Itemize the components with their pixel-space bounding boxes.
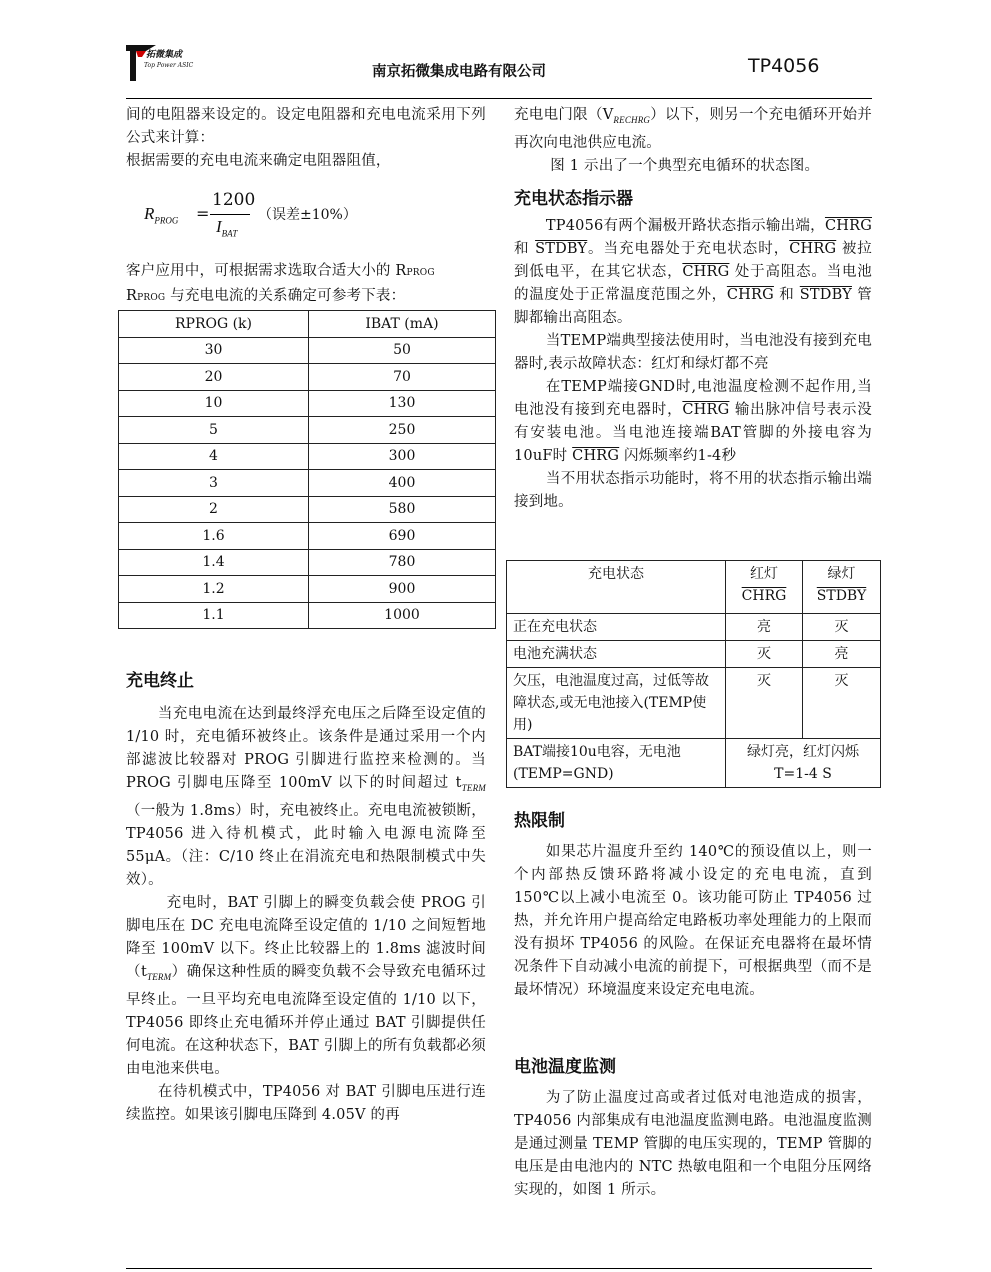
formula-tolerance: （误差±10%）	[258, 207, 357, 223]
termination-paragraph-2: 充电时，BAT 引脚上的瞬变负载会使 PROG 引脚电压在 DC 充电电流降至设定值的 1/10 之间短暂地降至 100mV 以下。终止比较器上的 1.8ms 滤波时间$(t_{TERM})$确保这种性质的瞬变负载不会导致充电循环过早终止。一旦平均充电电流降至设定值的 1/10 以下，TP4056 即终止充电循环并停止通过 BAT 引脚提供任何电流。在这种状态下，BAT 引脚上的所有负载都必须由电池来供电。	[126, 894, 486, 1077]
temperature-section	[514, 1052, 872, 1202]
intro-paragraph: 间的电阻器来设定的。设定电阻器和充电电流采用下列公式来计算：	[126, 107, 486, 146]
termination-section	[126, 666, 486, 1127]
table-header-ibat: IBAT (mA)	[309, 311, 496, 338]
intro-paragraph-2: 根据需要的充电电流来确定电阻器阻值，	[126, 153, 391, 169]
termination-paragraph-3: 在待机模式中，TP4056 对 BAT 引脚电压进行连续监控。如果该引脚电压降到 4.05V 的再	[126, 1083, 486, 1123]
section-title-termination: 充电终止	[126, 671, 194, 691]
logo	[126, 45, 206, 83]
indicator-paragraph-3: 在TEMP端接GND时,电池温度检测不起作用,当电池没有接到充电器时，CHRG 输出脉冲信号表示没有安装电池。当电池连接端BAT管脚的外接电容为10uF时 CHRG 闪烁频率约1-4秒	[514, 378, 873, 464]
status-header-green: 绿灯 STDBY	[803, 561, 881, 614]
table-row: 20 70	[119, 364, 496, 391]
section-title-indicator: 充电状态指示器	[514, 188, 633, 209]
indicator-paragraph-4: 当不用状态指示功能时，将不用的状态指示输出端接到地。	[514, 470, 872, 510]
table-row: 正在充电状态 亮 灭	[507, 614, 881, 641]
table-header-row	[119, 311, 496, 338]
table-row: 1.2 900	[119, 576, 496, 603]
company-name: 南京拓微集成电路有限公司	[372, 64, 546, 80]
termination-paragraph-1: 当充电电流在达到最终浮充电压之后降至设定值的 1/10 时，充电循环被终止。该条件是通过采用一个内部滤波比较器对 PROG 引脚进行监控来检测的。当 PROG 引脚电压降至 100mV 以下的时间超过 $t_{TERM}$（一般为 1.8ms）时，充电被终止。充电电流被锁断，TP4056 进入待机模式，此时输入电源电流降至 55μA。（注：C/10 终止在涓流充电和热限制模式中失效）。	[126, 706, 486, 888]
recharge-paragraph: 充电电门限$(V_{RECHRG})$以下，则另一个充电循环开始并再次向电池供应电流。	[514, 107, 872, 151]
thermal-paragraph: 如果芯片温度升至约 140℃的预设值以上，则一个内部热反馈环路将减小设定的充电电流，直到 150℃以上减小电流至 0。该功能可防止 TP4056 过热，并允许用户提高给定电路板功率处理能力的上限而没有损坏 TP4056 的风险。在保证充电器将在最坏情况条件下自动减小电流的前提下，可根据典型（而不是最坏情况）环境温度来设定充电电流。	[514, 844, 872, 998]
table-row: 5 250	[119, 417, 496, 444]
formula-numerator: 1200	[212, 190, 256, 210]
table-row: 2 580	[119, 496, 496, 523]
section-title-temperature: 电池温度监测	[514, 1057, 616, 1077]
logo-cn: 拓微集成	[146, 50, 183, 60]
select-text: 客户应用中，可根据需求选取合适大小的 RPROG RPROG 与充电电流的关系确定可参考下表：	[126, 263, 435, 304]
table-row: 10 130	[119, 390, 496, 417]
section-title-thermal: 热限制	[514, 811, 565, 831]
table-row: BAT端接10u电容，无电池(TEMP=GND) 绿灯亮，红灯闪烁 T=1-4 S	[507, 739, 881, 788]
footer-rule	[126, 1268, 872, 1269]
header-rule	[126, 98, 872, 99]
thermal-section	[514, 806, 872, 1002]
table-row: 1.1 1000	[119, 602, 496, 629]
table-row: 3 400	[119, 470, 496, 497]
status-table	[506, 560, 881, 788]
formula-equals: =	[196, 204, 210, 223]
table-row: 欠压，电池温度过高，过低等故障状态,或无电池接入(TEMP使用) 灭 灭	[507, 668, 881, 739]
left-column	[126, 104, 486, 173]
indicator-paragraph-1: TP4056有两个漏极开路状态指示输出端，CHRG 和 STDBY。当充电器处于充电状态时，CHRG 被拉到低电平，在其它状态，CHRG 处于高阻态。当电池的温度处于正常温度范围之外，CHRG 和 STDBY 管脚都输出高阻态。	[514, 217, 873, 326]
rprog-table	[118, 310, 496, 629]
right-column	[514, 104, 872, 514]
table-row: 1.6 690	[119, 523, 496, 550]
formula-lhs: $R_{PROG}$	[144, 204, 179, 226]
indicator-paragraph-2: 当TEMP端典型接法使用时，当电池没有接到充电器时,表示故障状态：红灯和绿灯都不亮	[514, 332, 872, 372]
table-header-rprog: RPROG (k)	[119, 311, 309, 338]
figure-ref-paragraph: 图 1 示出了一个典型充电循环的状态图。	[550, 157, 820, 174]
table-row: 30 50	[119, 337, 496, 364]
status-header-red: 红灯 CHRG	[726, 561, 803, 614]
status-header-state: 充电状态	[507, 561, 726, 614]
part-number: TP4056	[748, 55, 820, 77]
status-header-row	[507, 561, 881, 614]
logo-en: Top Power ASIC	[144, 62, 194, 69]
temperature-paragraph: 为了防止温度过高或者过低对电池造成的损害，TP4056 内部集成有电池温度监测电路。电池温度监测是通过测量 TEMP 管脚的电压实现的，TEMP 管脚的电压是由电池内的 NTC 热敏电阻和一个电阻分压网络实现的，如图 1 所示。	[514, 1090, 872, 1198]
rprog-formula	[144, 190, 474, 246]
table-row: 4 300	[119, 443, 496, 470]
table-row: 电池充满状态 灭 亮	[507, 641, 881, 668]
fraction-bar	[210, 214, 250, 215]
formula-denominator: $I_{BAT}$	[216, 217, 238, 239]
table-row: 1.4 780	[119, 549, 496, 576]
